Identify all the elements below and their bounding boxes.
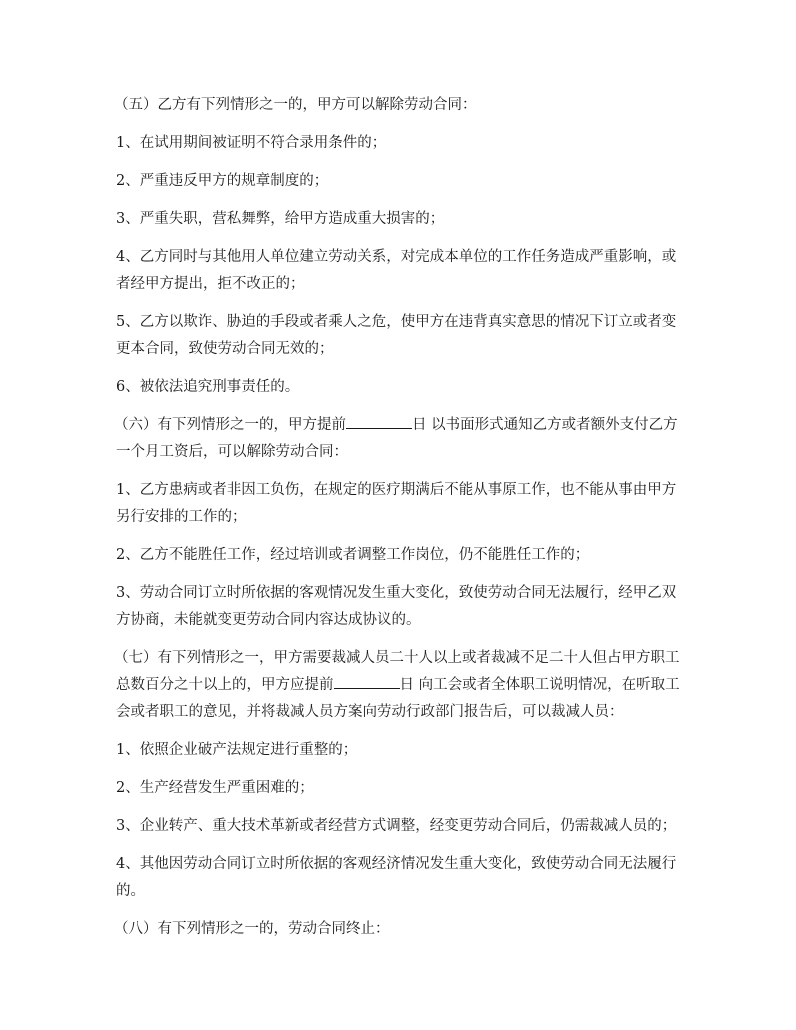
fill-in-blank-days [334, 674, 400, 689]
section-heading-7 [116, 645, 686, 726]
section-heading-6 [116, 412, 686, 466]
list-item: 5、乙方以欺诈、胁迫的手段或者乘人之危，使甲方在违背真实意思的情况下订立或者变更本合同，致使劳动合同无效的； [116, 314, 677, 357]
section-heading-5: （五）乙方有下列情形之一的，甲方可以解除劳动合同： [114, 97, 477, 113]
section-6-text-after-blank: 日 以书面形式通知乙方或者额外支付乙方一个月工资后，可以解除劳动合同： [116, 417, 678, 460]
list-item: 3、严重失职，营私舞弊，给甲方造成重大损害的； [116, 211, 445, 227]
section-7-text-before-blank: （七）有下列情形之一，甲方需要裁减人员二十人以上或者裁减不足二十人但占甲方职工总数百分之十以上的，甲方应提前 [114, 650, 680, 693]
section-7-text-after-blank: 日 向工会或者全体职工说明情况，在听取工会或者职工的意见，并将裁减人员方案向劳动行政部门报告后，可以裁减人员： [116, 677, 680, 720]
list-item: 2、生产经营发生严重困难的； [116, 780, 314, 796]
document-body [116, 92, 686, 954]
list-item: 3、劳动合同订立时所依据的客观情况发生重大变化，致使劳动合同无法履行，经甲乙双方协商，未能就变更劳动合同内容达成协议的。 [116, 585, 677, 628]
list-item: 1、在试用期间被证明不符合录用条件的； [116, 135, 387, 151]
list-item: 2、乙方不能胜任工作，经过培训或者调整工作岗位，仍不能胜任工作的； [116, 547, 590, 563]
list-item: 1、乙方患病或者非因工负伤，在规定的医疗期满后不能从事原工作，也不能从事由甲方另行安排的工作的； [116, 482, 677, 525]
list-item: 3、企业转产、重大技术革新或者经营方式调整，经变更劳动合同后，仍需裁减人员的； [116, 818, 677, 834]
list-item: 1、依照企业破产法规定进行重整的； [116, 742, 358, 758]
section-heading-8: （八）有下列情形之一的，劳动合同终止： [114, 921, 390, 937]
section-6-text-before-blank: （六）有下列情形之一的，甲方提前 [114, 417, 346, 433]
list-item: 4、其他因劳动合同订立时所依据的客观经济情况发生重大变化，致使劳动合同无法履行的。 [116, 856, 677, 899]
fill-in-blank-days [346, 414, 412, 429]
list-item: 4、乙方同时与其他用人单位建立劳动关系，对完成本单位的工作任务造成严重影响，或者经甲方提出，拒不改正的； [116, 249, 677, 292]
list-item: 2、严重违反甲方的规章制度的； [116, 173, 329, 189]
list-item: 6、被依法追究刑事责任的。 [116, 379, 300, 395]
